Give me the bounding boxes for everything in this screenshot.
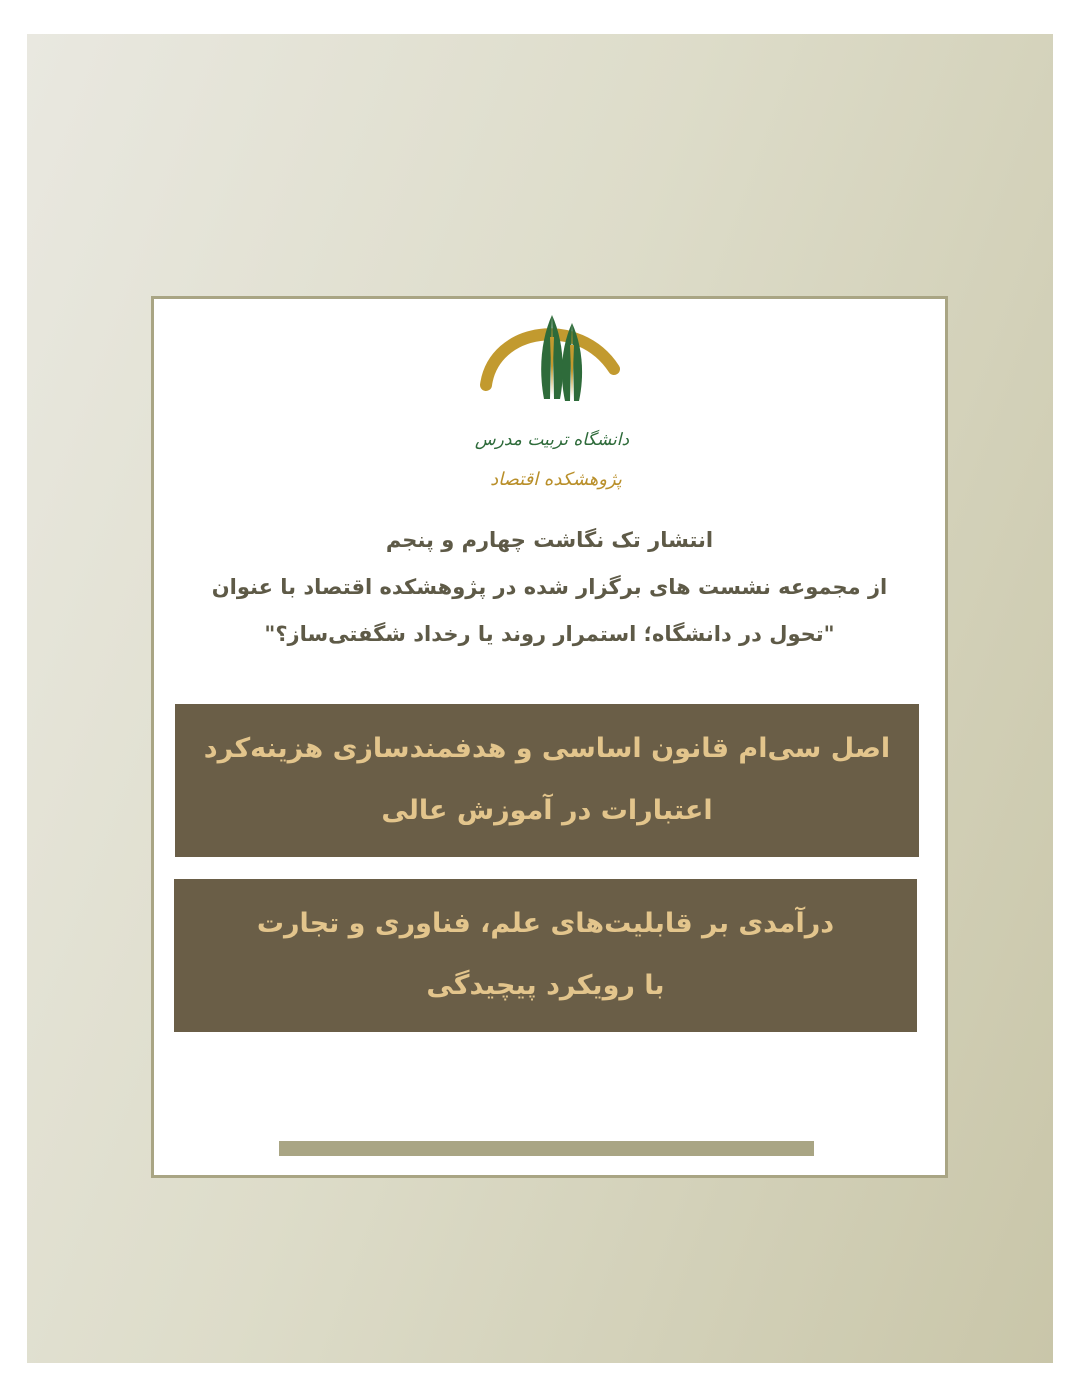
intro-line-2: از مجموعه نشست های برگزار شده در پژوهشکده اقتصاد با عنوان	[211, 575, 888, 599]
title-2-line-2: با رویکرد پیچیدگی	[426, 970, 665, 1001]
title-1-line-2: اعتبارات در آموزش عالی	[381, 795, 713, 826]
decorative-bar	[279, 1141, 814, 1156]
logo-institute-name: پژوهشکده اقتصاد	[490, 469, 622, 490]
institute-logo	[464, 307, 639, 507]
intro-text	[174, 517, 925, 658]
cypress-trees-icon	[541, 315, 582, 401]
title-1-line-1: اصل سی‌ام قانون اساسی و هدفمندسازی هزینه‌کرد	[203, 733, 891, 764]
cover-card	[151, 296, 948, 1178]
title-band-1	[175, 704, 919, 857]
title-2-line-1: درآمدی بر قابلیت‌های علم، فناوری و تجارت	[256, 908, 835, 939]
cover-background	[27, 34, 1053, 1363]
title-band-2	[174, 879, 917, 1032]
intro-line-3: "تحول در دانشگاه؛ استمرار روند یا رخداد شگفتی‌ساز؟"	[264, 622, 835, 646]
logo-university-name: دانشگاه تربیت مدرس	[474, 430, 630, 450]
intro-line-1: انتشار تک نگاشت چهارم و پنجم	[385, 528, 714, 552]
